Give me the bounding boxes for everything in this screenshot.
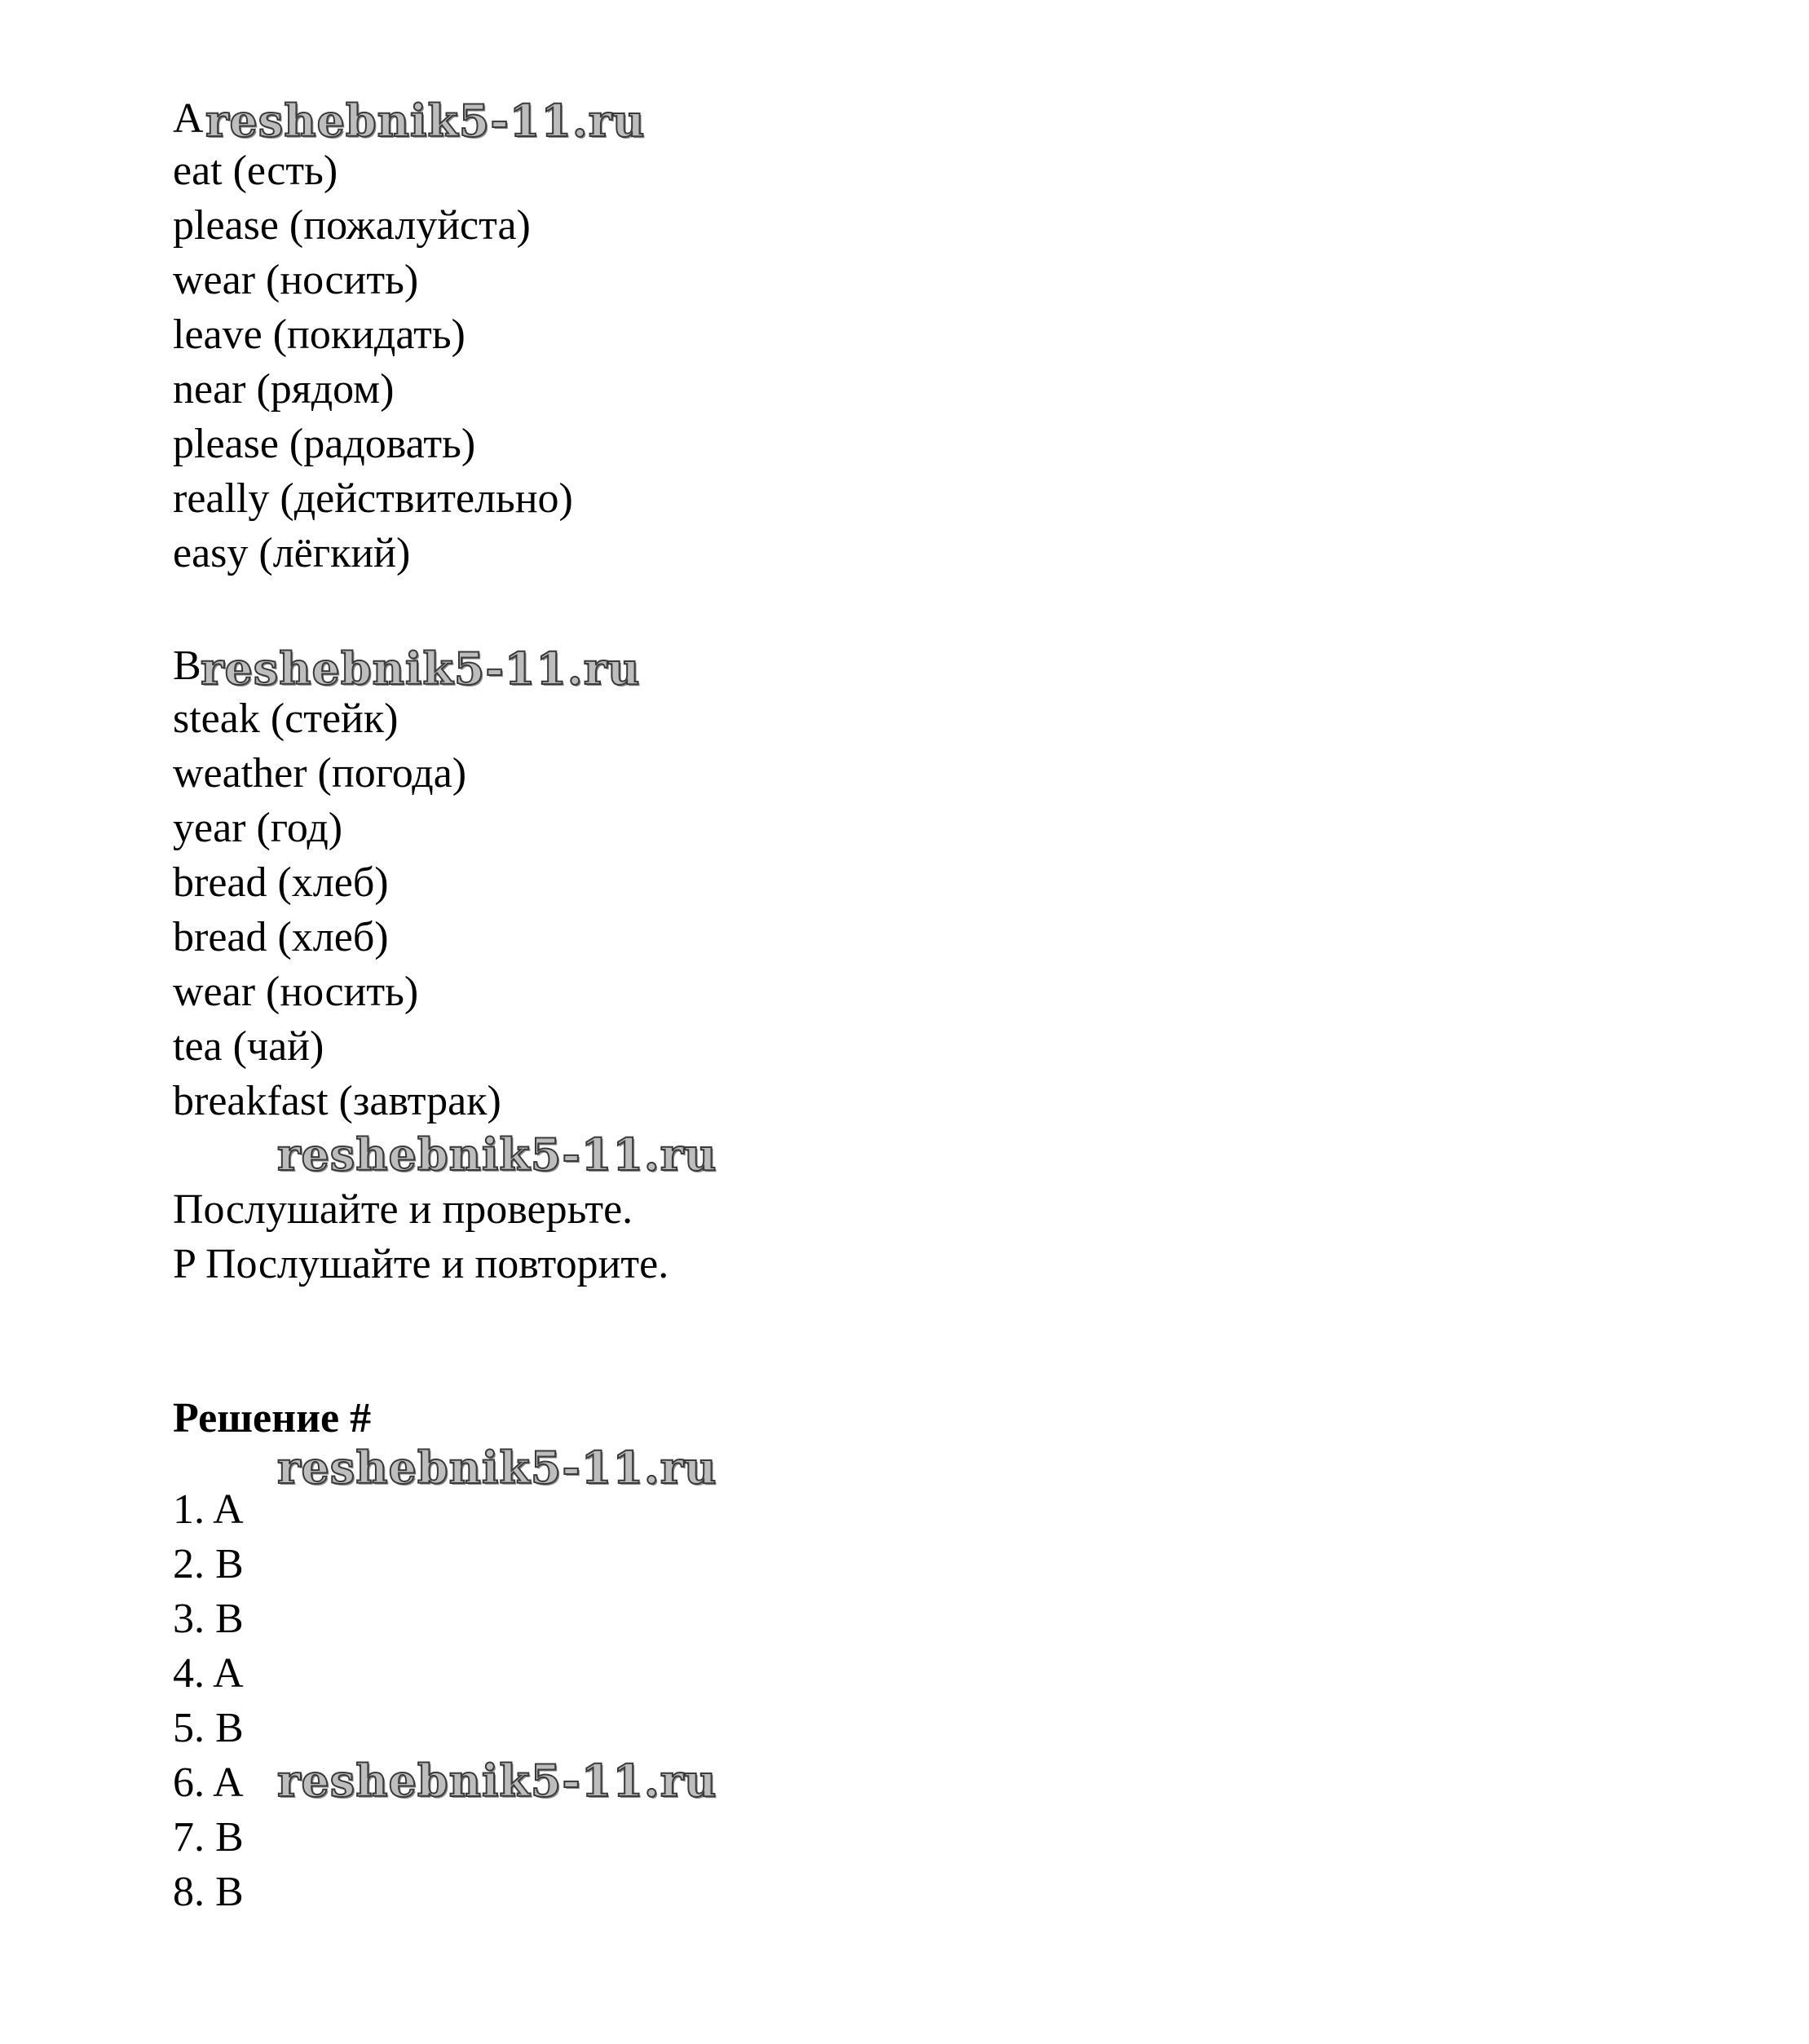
answer-item: 3. B	[173, 1596, 244, 1642]
section-b-letter: B	[173, 642, 201, 689]
answer-item: 1. A	[173, 1486, 244, 1533]
section-a-item: easy (лёгкий)	[173, 530, 411, 576]
section-b-item: steak (стейк)	[173, 695, 399, 742]
section-b-item: bread (хлеб)	[173, 859, 389, 906]
section-a-letter: A	[173, 95, 204, 142]
section-b-item: bread (хлеб)	[173, 914, 389, 960]
section-a-item: eat (есть)	[173, 148, 338, 194]
section-b-item: weather (погода)	[173, 750, 467, 797]
solution-heading: Решение #	[173, 1395, 372, 1441]
section-a-item: please (радовать)	[173, 421, 476, 467]
answer-item: 7. B	[173, 1814, 244, 1861]
answer-item: 4. A	[173, 1650, 244, 1697]
section-a-item: near (рядом)	[173, 366, 395, 413]
answer-item: 6. A	[173, 1759, 244, 1806]
section-b-item: year (год)	[173, 805, 343, 851]
instruction-listen-check: Послушайте и проверьте.	[173, 1186, 633, 1233]
section-a-item: wear (носить)	[173, 257, 419, 303]
section-b-item: wear (носить)	[173, 969, 419, 1015]
answer-item: 2. B	[173, 1541, 244, 1587]
answer-item: 8. B	[173, 1869, 244, 1915]
section-b-item: breakfast (завтрак)	[173, 1078, 501, 1124]
watermark: reshebnik5-11.ru	[205, 95, 646, 147]
section-a-item: leave (покидать)	[173, 311, 465, 358]
watermark: reshebnik5-11.ru	[201, 642, 641, 695]
section-b-item: tea (чай)	[173, 1023, 324, 1070]
watermark: reshebnik5-11.ru	[277, 1128, 717, 1181]
answer-item: 5. B	[173, 1705, 244, 1751]
watermark: reshebnik5-11.ru	[277, 1755, 717, 1807]
watermark: reshebnik5-11.ru	[277, 1441, 717, 1494]
instruction-listen-repeat: P Послушайте и повторите.	[173, 1241, 669, 1287]
section-a-item: really (действительно)	[173, 475, 573, 522]
section-a-item: please (пожалуйста)	[173, 202, 531, 249]
